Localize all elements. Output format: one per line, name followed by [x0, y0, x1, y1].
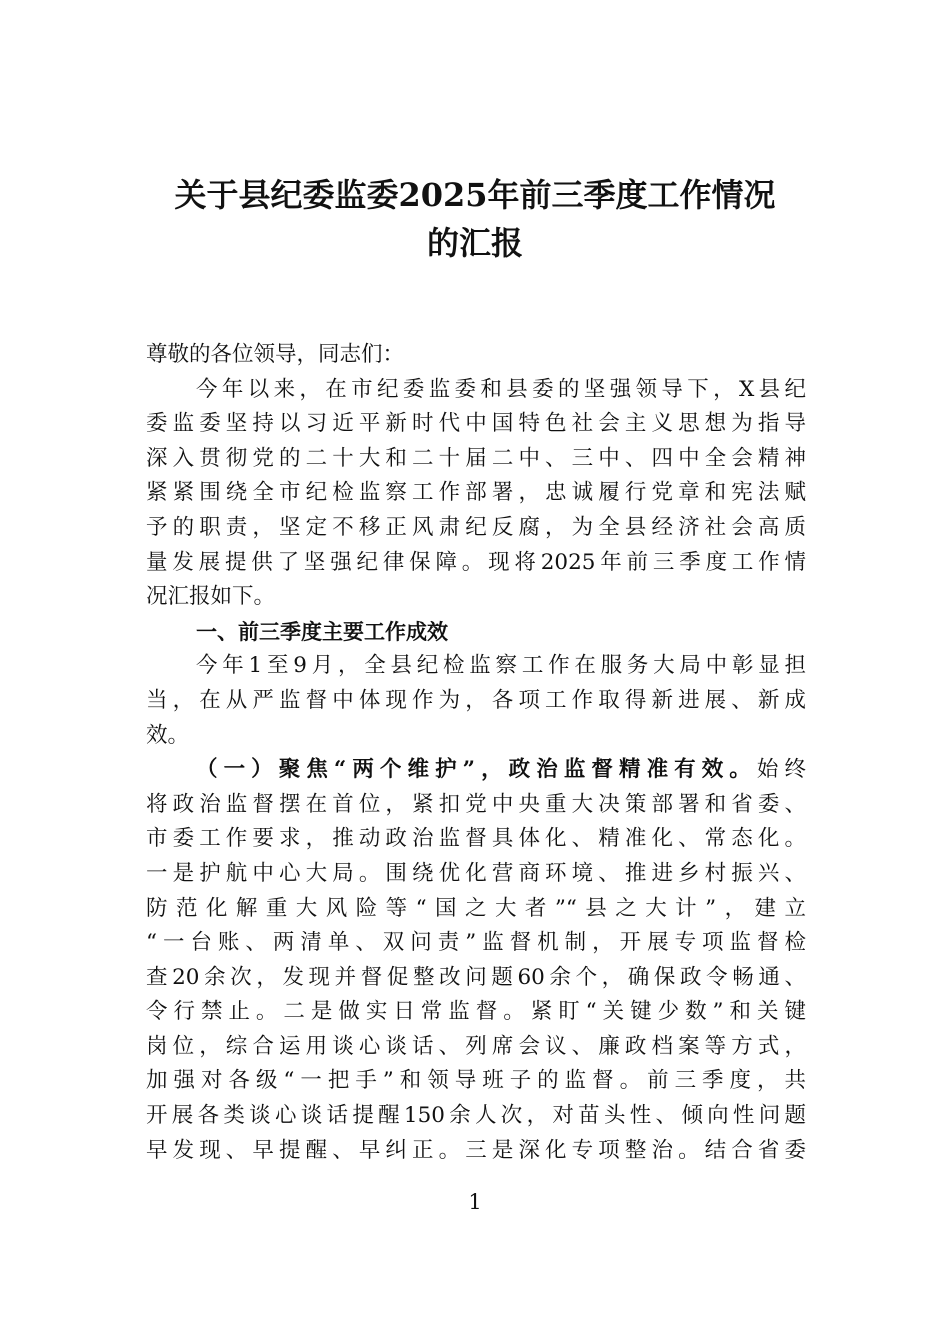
- text-line: [146, 649, 806, 684]
- text-span: 委监委坚持以习近平新时代中国特色社会主义思想为指导: [146, 411, 806, 437]
- text-span: 始终: [756, 757, 806, 783]
- document-body: [146, 338, 806, 1168]
- text-line: [146, 1134, 806, 1169]
- document-title-line-1: 关于县纪委监委2025年前三季度工作情况: [174, 176, 776, 214]
- text-span: 量发展提供了坚强纪律保障。现将2025年前三季度工作情: [146, 549, 806, 575]
- text-span: 岗位，综合运用谈心谈话、列席会议、廉政档案等方式，: [146, 1033, 806, 1059]
- text-line: [146, 788, 806, 823]
- text-line: [146, 615, 806, 650]
- text-span: 况汇报如下。: [146, 584, 276, 610]
- text-line: [146, 1099, 806, 1134]
- text-span: 今年以来，在市纪委监委和县委的坚强领导下，X县纪: [196, 376, 806, 402]
- text-line: [146, 995, 806, 1030]
- text-span: 将政治监督摆在首位，紧扣党中央重大决策部署和省委、: [146, 791, 806, 817]
- text-span: 深入贯彻党的二十大和二十届二中、三中、四中全会精神: [146, 445, 806, 471]
- text-line: [146, 684, 806, 719]
- text-span: 予的职责，坚定不移正风肃纪反腐，为全县经济社会高质: [146, 514, 806, 540]
- text-line: [146, 753, 806, 788]
- text-line: [146, 511, 806, 546]
- text-line: [146, 373, 806, 408]
- text-line: [146, 719, 806, 754]
- text-span: 效。: [146, 722, 190, 748]
- text-span: 开展各类谈心谈话提醒150余人次，对苗头性、倾向性问题: [146, 1103, 806, 1129]
- text-span: 紧紧围绕全市纪检监察工作部署，忠诚履行党章和宪法赋: [146, 480, 806, 506]
- text-span: 令行禁止。二是做实日常监督。紧盯“关键少数”和关键: [146, 999, 806, 1025]
- text-line: [146, 546, 806, 581]
- text-line: [146, 580, 806, 615]
- text-span: 尊敬的各位领导，同志们：: [146, 342, 405, 367]
- text-line: [146, 961, 806, 996]
- text-span: 一是护航中心大局。围绕优化营商环境、推进乡村振兴、: [146, 860, 806, 886]
- text-line: [146, 338, 806, 373]
- document-title-line-2: 的汇报: [426, 224, 523, 262]
- text-span: 防范化解重大风险等“国之大者”“县之大计”，建立: [146, 895, 806, 921]
- text-line: [146, 1030, 806, 1065]
- text-span: 市委工作要求，推动政治监督具体化、精准化、常态化。: [146, 826, 806, 852]
- text-line: [146, 822, 806, 857]
- text-line: [146, 407, 806, 442]
- text-span: 查20余次，发现并督促整改问题60余个，确保政令畅通、: [146, 964, 806, 990]
- text-span: 当，在从严监督中体现作为，各项工作取得新进展、新成: [146, 687, 806, 713]
- text-line: [146, 892, 806, 927]
- text-line: [146, 857, 806, 892]
- text-line: [146, 442, 806, 477]
- text-span: 加强对各级“一把手”和领导班子的监督。前三季度，共: [146, 1068, 806, 1094]
- text-line: [146, 926, 806, 961]
- text-line: [146, 1064, 806, 1099]
- subsection-heading: （一）聚焦“两个维护”，政治监督精准有效。: [196, 757, 757, 783]
- text-span: 早发现、早提醒、早纠正。三是深化专项整治。结合省委: [146, 1137, 806, 1163]
- text-span: 今年1至9月，全县纪检监察工作在服务大局中彰显担: [196, 653, 806, 679]
- text-span: “一台账、两清单、双问责”监督机制，开展专项监督检: [146, 930, 806, 956]
- page-number: 1: [468, 1190, 482, 1214]
- text-line: [146, 476, 806, 511]
- section-heading: 一、前三季度主要工作成效: [196, 619, 448, 644]
